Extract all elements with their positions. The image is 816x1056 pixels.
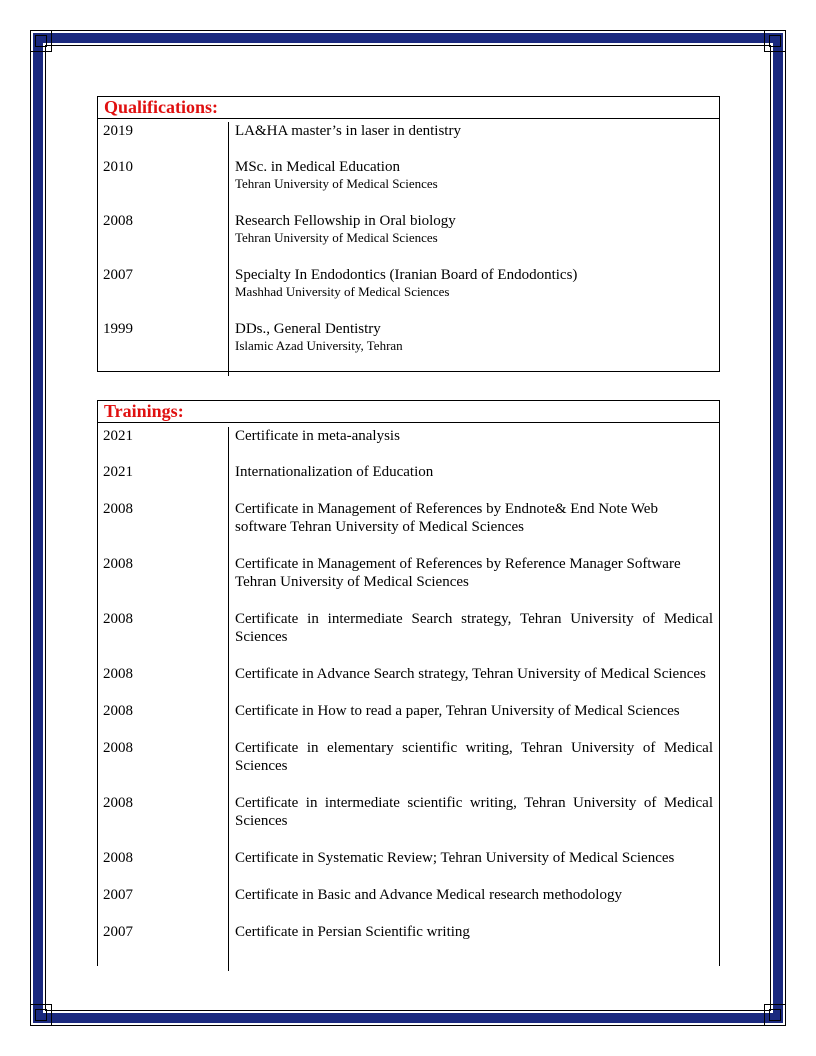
- trainings-heading: Trainings:: [98, 401, 719, 423]
- training-title: Internationalization of Education: [235, 464, 434, 480]
- training-year: 2008: [103, 556, 133, 572]
- training-title: Certificate in Systematic Review; Tehran University of Medical Sciences: [235, 850, 675, 866]
- trainings-body: [98, 427, 719, 971]
- qualification-row: [98, 320, 719, 353]
- qualification-year: 2007: [103, 267, 133, 283]
- training-year: 2008: [103, 795, 133, 811]
- training-row: [98, 886, 719, 904]
- qualification-row: [98, 212, 719, 245]
- training-row: [98, 665, 719, 683]
- training-row: [98, 794, 719, 830]
- training-title: Certificate in elementary scientific writing, Tehran University of Medical Sciences: [235, 740, 713, 774]
- qualification-institution: Tehran University of Medical Sciences: [235, 230, 438, 245]
- qualification-year: 2010: [103, 159, 133, 175]
- training-row: [98, 610, 719, 646]
- qualification-institution: Islamic Azad University, Tehran: [235, 338, 403, 353]
- training-title: Certificate in Management of References by Reference Manager Software Tehran University of Medical Sciences: [235, 556, 681, 590]
- training-year: 2008: [103, 703, 133, 719]
- qualifications-heading: Qualifications:: [98, 97, 719, 119]
- qualification-row: [98, 158, 719, 191]
- qualification-title: DDs., General Dentistry: [235, 321, 381, 337]
- qualification-title: LA&HA master’s in laser in dentistry: [235, 123, 461, 139]
- trainings-table: [97, 400, 720, 966]
- training-title: Certificate in Basic and Advance Medical research methodology: [235, 887, 622, 903]
- qualification-institution: Mashhad University of Medical Sciences: [235, 284, 450, 299]
- qualification-title: MSc. in Medical Education: [235, 159, 400, 175]
- training-title: Certificate in Persian Scientific writing: [235, 924, 470, 940]
- qualification-title: Specialty In Endodontics (Iranian Board of Endodontics): [235, 267, 578, 283]
- training-title: Certificate in meta-analysis: [235, 428, 400, 444]
- qualification-year: 2008: [103, 213, 133, 229]
- training-title: Certificate in intermediate scientific writing, Tehran University of Medical Sciences: [235, 795, 713, 829]
- training-title: Certificate in How to read a paper, Tehran University of Medical Sciences: [235, 703, 680, 719]
- qualification-institution: Tehran University of Medical Sciences: [235, 176, 438, 191]
- training-year: 2021: [103, 464, 133, 480]
- training-year: 2008: [103, 501, 133, 517]
- training-title: Certificate in intermediate Search strategy, Tehran University of Medical Sciences: [235, 611, 713, 645]
- training-title: Certificate in Advance Search strategy, Tehran University of Medical Sciences: [235, 666, 706, 682]
- training-row: [98, 555, 719, 591]
- training-row: [98, 739, 719, 775]
- training-row: [98, 702, 719, 720]
- training-row: [98, 923, 719, 941]
- training-year: 2008: [103, 666, 133, 682]
- qualification-title: Research Fellowship in Oral biology: [235, 213, 456, 229]
- training-year: 2007: [103, 924, 133, 940]
- training-year: 2008: [103, 850, 133, 866]
- qualification-entry: [228, 320, 713, 353]
- qualification-entry: [228, 266, 713, 299]
- training-row: [98, 463, 719, 481]
- qualification-entry: [228, 212, 713, 245]
- corner-ornament: [30, 1004, 52, 1026]
- qualification-year: 2019: [103, 123, 133, 139]
- training-row: [98, 500, 719, 536]
- corner-ornament: [764, 1004, 786, 1026]
- qualification-entry: [228, 122, 713, 140]
- qualification-year: 1999: [103, 321, 133, 337]
- training-year: 2007: [103, 887, 133, 903]
- qualification-row: [98, 266, 719, 299]
- qualifications-body: [98, 122, 719, 376]
- qualification-row: [98, 122, 719, 140]
- training-title: Certificate in Management of References by Endnote& End Note Web software Tehran University of Medical Sciences: [235, 501, 658, 535]
- training-year: 2008: [103, 740, 133, 756]
- training-year: 2021: [103, 428, 133, 444]
- corner-ornament: [764, 30, 786, 52]
- qualifications-table: [97, 96, 720, 372]
- corner-ornament: [30, 30, 52, 52]
- training-row: [98, 427, 719, 445]
- training-year: 2008: [103, 611, 133, 627]
- training-row: [98, 849, 719, 867]
- qualification-entry: [228, 158, 713, 191]
